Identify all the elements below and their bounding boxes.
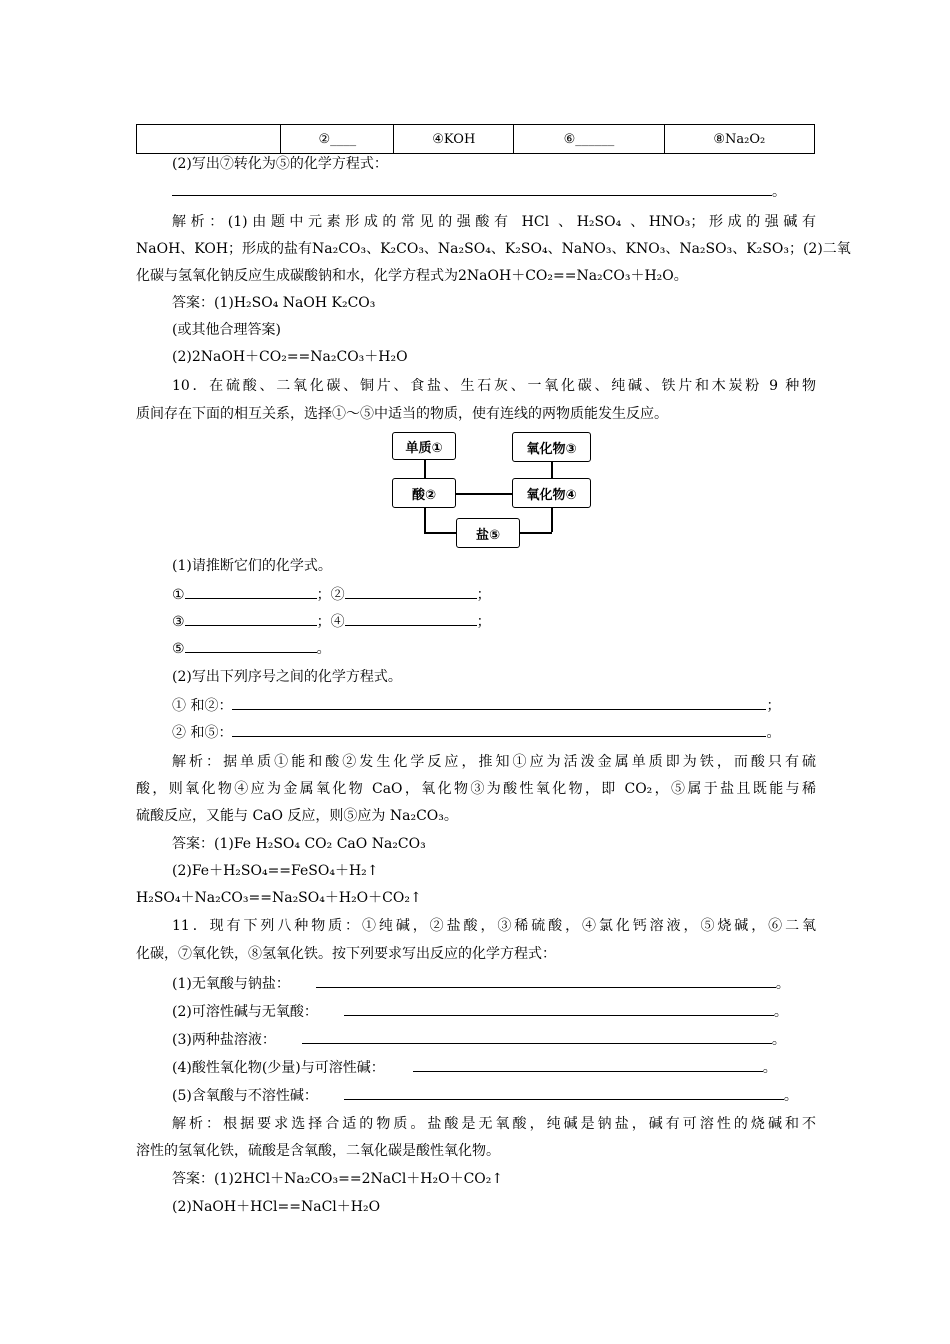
label: (2)可溶性碱与无氧酸：: [172, 1004, 318, 1020]
answer-blank[interactable]: [185, 584, 317, 599]
q10-answer-3: H₂SO₄＋Na₂CO₃==Na₂SO₄＋H₂O＋CO₂↑: [136, 890, 422, 906]
separator: ；: [766, 698, 781, 714]
answer-blank[interactable]: [302, 1029, 772, 1044]
q9-answer-3: (2)2NaOH＋CO₂==Na₂CO₃＋H₂O: [172, 349, 408, 365]
q11-analysis-2: 溶性的氢氧化铁，硫酸是含氧酸，二氧化碳是酸性氧化物。: [136, 1143, 500, 1159]
q10-pair-2: [136, 722, 852, 743]
end-mark: 。: [773, 1004, 788, 1020]
answer-blank[interactable]: [185, 638, 317, 653]
answer-blank[interactable]: [344, 1001, 774, 1016]
answer-blank[interactable]: [345, 584, 477, 599]
q10-stem-2: 质间存在下面的相互关系，选择①～⑤中适当的物质，使有连线的两物质能发生反应。: [136, 406, 668, 422]
q10-fill-row-1: [136, 584, 852, 605]
q11-item-1: [136, 973, 852, 994]
q11-answer-1: 答案：(1)2HCl＋Na₂CO₃==2NaCl＋H₂O＋CO₂↑: [172, 1171, 504, 1187]
separator: ；: [476, 587, 491, 603]
end-mark: 。: [783, 1088, 798, 1104]
q10-answer-2: (2)Fe＋H₂SO₄==FeSO₄＋H₂↑: [172, 863, 379, 879]
q10-stem-1: 10．在硫酸、二氧化碳、铜片、食盐、生石灰、一氧化碳、纯碱、铁片和木炭粉 9 种物: [172, 378, 816, 394]
box-oxide-4: 氧化物④: [512, 478, 591, 508]
label: ①: [172, 587, 185, 603]
q11-stem-2: 化碳，⑦氧化铁，⑧氢氧化铁。按下列要求写出反应的化学方程式：: [136, 946, 556, 962]
q10-analysis-2: 酸，则氧化物④应为金属氧化物 CaO，氧化物③为酸性氧化物，即 CO₂，⑤属于盐且既能与稀: [136, 781, 816, 797]
label: ② 和⑤：: [172, 725, 233, 741]
separator: ；: [316, 614, 331, 630]
table-cell: ②____: [281, 125, 394, 154]
q10-analysis-1: 解析：据单质①能和酸②发生化学反应，推知①应为活泼金属单质即为铁，而酸只有硫: [172, 754, 816, 770]
table-cell: ④KOH: [394, 125, 514, 154]
connector-line: [520, 532, 552, 534]
q11-answer-2: (2)NaOH＋HCl==NaCl＋H₂O: [172, 1199, 381, 1215]
answer-blank[interactable]: [316, 973, 776, 988]
end-mark: 。: [775, 976, 790, 992]
answer-blank[interactable]: [185, 611, 317, 626]
q10-sub2: (2)写出下列序号之间的化学方程式。: [172, 669, 402, 685]
answer-blank[interactable]: [413, 1057, 763, 1072]
label: ③: [172, 614, 185, 630]
end-mark: 。: [771, 1032, 786, 1048]
end-mark: 。: [766, 725, 781, 741]
label: (5)含氧酸与不溶性碱：: [172, 1088, 318, 1104]
q9-sub2: (2)写出⑦转化为⑤的化学方程式：: [172, 156, 388, 172]
connector-line: [424, 458, 426, 480]
box-salt-5: 盐⑤: [456, 518, 520, 548]
q9-analysis-1: 解析：(1)由题中元素形成的常见的强酸有 HCl 、H₂SO₄ 、HNO₃；形成的强碱有: [172, 214, 816, 230]
end-mark: 。: [762, 1060, 777, 1076]
end-mark: 。: [772, 184, 786, 200]
table-cell: ⑧Na₂O₂: [664, 125, 814, 154]
table-cell: [137, 125, 281, 154]
table-row: [137, 125, 815, 154]
q10-fill-row-3: [136, 638, 852, 659]
label: ⑤: [172, 641, 185, 657]
q9-answer-line: [136, 181, 852, 202]
table-cell: ⑥______: [514, 125, 664, 154]
q11-item-3: [136, 1029, 852, 1050]
answer-blank[interactable]: [232, 695, 766, 710]
substance-table: [136, 124, 815, 154]
label: ②: [330, 587, 345, 603]
label: (4)酸性氧化物(少量)与可溶性碱：: [172, 1060, 385, 1076]
q10-fill-row-2: [136, 611, 852, 632]
connector-line: [424, 506, 426, 532]
label: ④: [330, 614, 345, 630]
answer-blank[interactable]: [345, 611, 477, 626]
q9-answer-1: 答案：(1)H₂SO₄ NaOH K₂CO₃: [172, 295, 376, 311]
box-acid-2: 酸②: [392, 478, 456, 508]
q9-analysis-3: 化碳与氢氧化钠反应生成碳酸钠和水，化学方程式为2NaOH＋CO₂==Na₂CO₃＋H₂O。: [136, 268, 688, 284]
label: (3)两种盐溶液：: [172, 1032, 276, 1048]
q9-analysis-2: NaOH、KOH；形成的盐有Na₂CO₃、K₂CO₃、Na₂SO₄、K₂SO₄、NaNO₃、KNO₃、Na₂SO₃、K₂SO₃；(2)二氧: [136, 241, 851, 257]
q11-item-2: [136, 1001, 852, 1022]
label: (1)无氧酸与钠盐：: [172, 976, 290, 992]
label: ① 和②：: [172, 698, 233, 714]
separator: ；: [476, 614, 491, 630]
separator: ；: [316, 587, 331, 603]
q11-stem-1: 11．现有下列八种物质：①纯碱，②盐酸，③稀硫酸，④氯化钙溶液，⑤烧碱，⑥二氧: [172, 918, 816, 934]
q9-answer-2: (或其他合理答案): [172, 322, 281, 338]
connector-line: [424, 532, 456, 534]
q10-answer-1: 答案：(1)Fe H₂SO₄ CO₂ CaO Na₂CO₃: [172, 836, 426, 852]
connector-line: [551, 508, 553, 532]
q11-analysis-1: 解析：根据要求选择合适的物质。盐酸是无氧酸，纯碱是钠盐，碱有可溶性的烧碱和不: [172, 1116, 816, 1132]
end-mark: 。: [316, 641, 331, 657]
q11-item-5: [136, 1085, 852, 1106]
answer-blank[interactable]: [232, 722, 766, 737]
q10-analysis-3: 硫酸反应，又能与 CaO 反应，则⑤应为 Na₂CO₃。: [136, 808, 458, 824]
q10-sub1: (1)请推断它们的化学式。: [172, 558, 332, 574]
answer-blank[interactable]: [172, 181, 772, 196]
box-oxide-3: 氧化物③: [512, 432, 591, 462]
q11-item-4: [136, 1057, 852, 1078]
connector-line: [455, 493, 513, 495]
q10-pair-1: [136, 695, 852, 716]
answer-blank[interactable]: [344, 1085, 784, 1100]
box-element-1: 单质①: [392, 432, 456, 460]
